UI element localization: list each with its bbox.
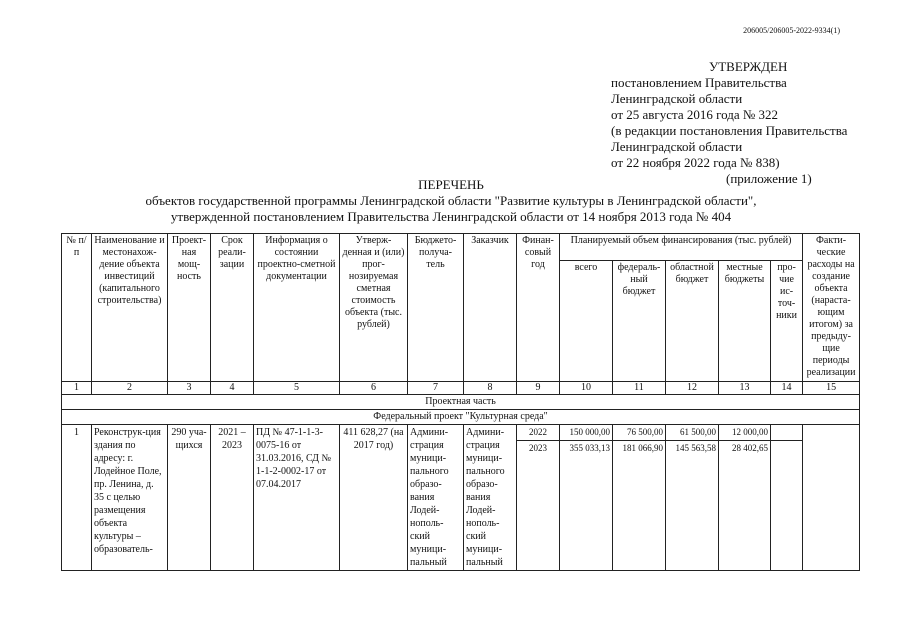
section-row bbox=[62, 395, 860, 410]
col-number: 14 bbox=[771, 382, 803, 395]
col-number: 15 bbox=[803, 382, 860, 395]
approval-line: (в редакции постановления Правительства bbox=[611, 123, 848, 138]
row-customer: Админи-страция муници-пального образо-вания Лодей-нополь-ский муници-пальный bbox=[464, 425, 517, 571]
row-regional: 61 500,00 bbox=[666, 425, 719, 441]
col-number: 13 bbox=[719, 382, 771, 395]
row-cost: 411 628,27 (на 2017 год) bbox=[340, 425, 408, 571]
row-capacity: 290 уча-щихся bbox=[168, 425, 211, 571]
col-number: 7 bbox=[408, 382, 464, 395]
row-federal: 181 066,90 bbox=[613, 441, 666, 571]
row-name: Реконструк-ция здания по адресу: г. Лодейное Поле, пр. Ленина, д. 35 с целью размещения объекта культуры – образователь- bbox=[92, 425, 168, 571]
approval-block bbox=[611, 59, 881, 187]
col-header-actual: Факти-ческие расходы на создание объекта (нараста-ющим итогом) за предыду-щие периоды реализации bbox=[803, 234, 860, 382]
row-local: 12 000,00 bbox=[719, 425, 771, 441]
row-year: 2022 bbox=[517, 425, 560, 441]
heading-line: утвержденной постановлением Правительства Ленинградской области от 14 ноября 2013 года № 404 bbox=[170, 209, 732, 224]
row-other bbox=[771, 441, 803, 571]
table-row bbox=[62, 425, 860, 441]
row-docs: ПД № 47-1-1-3-0075-16 от 31.03.2016, СД № 1-1-2-0002-17 от 07.04.2017 bbox=[254, 425, 340, 571]
col-number: 10 bbox=[560, 382, 613, 395]
row-year: 2023 bbox=[517, 441, 560, 571]
row-regional: 145 563,58 bbox=[666, 441, 719, 571]
col-number: 1 bbox=[62, 382, 92, 395]
col-header-recipient: Бюджето-получа-тель bbox=[408, 234, 464, 382]
annex-label: (приложение 1) bbox=[726, 171, 812, 186]
table-header-row bbox=[62, 234, 860, 261]
row-num: 1 bbox=[62, 425, 92, 571]
row-federal: 76 500,00 bbox=[613, 425, 666, 441]
col-number: 8 bbox=[464, 382, 517, 395]
subsection-row bbox=[62, 410, 860, 425]
col-header-planned: Планируемый объем финансирования (тыс. рублей) bbox=[560, 234, 803, 261]
col-header-customer: Заказчик bbox=[464, 234, 517, 382]
approval-line: от 22 ноября 2022 года № 838) bbox=[611, 155, 780, 170]
col-number: 3 bbox=[168, 382, 211, 395]
objects-table bbox=[61, 233, 860, 571]
col-header-name: Наименование и местонахож-дение объекта инвестиций (капитального строительства) bbox=[92, 234, 168, 382]
row-local: 28 402,65 bbox=[719, 441, 771, 571]
col-number: 5 bbox=[254, 382, 340, 395]
row-term: 2021 – 2023 bbox=[211, 425, 254, 571]
col-header-cost: Утверж-денная и (или) прог-нозируемая сметная стоимость объекта (тыс. рублей) bbox=[340, 234, 408, 382]
subsection-title: Федеральный проект "Культурная среда" bbox=[62, 410, 860, 425]
col-number: 12 bbox=[666, 382, 719, 395]
heading-title: ПЕРЕЧЕНЬ bbox=[418, 177, 484, 192]
approval-line: от 25 августа 2016 года № 322 bbox=[611, 107, 779, 122]
col-number: 4 bbox=[211, 382, 254, 395]
col-header-num: № п/п bbox=[62, 234, 92, 382]
col-header-fin-year: Финан-совый год bbox=[517, 234, 560, 382]
document-heading bbox=[0, 177, 902, 225]
section-title: Проектная часть bbox=[62, 395, 860, 410]
column-numbers-row bbox=[62, 382, 860, 395]
row-recipient: Админи-страция муници-пального образо-вания Лодей-нополь-ский муници-пальный bbox=[408, 425, 464, 571]
approval-title: УТВЕРЖДЕН bbox=[709, 59, 788, 74]
col-number: 2 bbox=[92, 382, 168, 395]
col-header-local: местные бюджеты bbox=[719, 261, 771, 382]
col-header-other: про-чие ис-точ-ники bbox=[771, 261, 803, 382]
approval-line: Ленинградской области bbox=[611, 139, 743, 154]
row-other bbox=[771, 425, 803, 441]
row-actual bbox=[803, 425, 860, 571]
document-number: 206005/206005-2022-9334(1) bbox=[743, 26, 840, 35]
col-header-total: всего bbox=[560, 261, 613, 382]
row-total: 355 033,13 bbox=[560, 441, 613, 571]
heading-line: объектов государственной программы Ленинградской области "Развитие культуры в Ленинградской области", bbox=[145, 193, 757, 208]
col-header-federal: федераль-ный бюджет bbox=[613, 261, 666, 382]
col-number: 9 bbox=[517, 382, 560, 395]
col-header-docs: Информация о состоянии проектно-сметной документации bbox=[254, 234, 340, 382]
col-number: 6 bbox=[340, 382, 408, 395]
row-total: 150 000,00 bbox=[560, 425, 613, 441]
col-header-regional: областной бюджет bbox=[666, 261, 719, 382]
approval-line: постановлением Правительства bbox=[611, 75, 787, 90]
approval-line: Ленинградской области bbox=[611, 91, 743, 106]
col-header-term: Срок реали-зации bbox=[211, 234, 254, 382]
col-number: 11 bbox=[613, 382, 666, 395]
col-header-capacity: Проект-ная мощ-ность bbox=[168, 234, 211, 382]
